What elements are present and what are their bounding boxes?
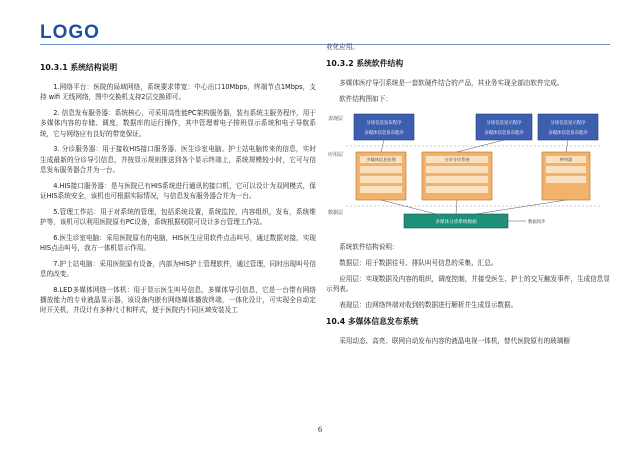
- svg-text:呼叫器: 呼叫器: [559, 157, 573, 163]
- application-box-1: [356, 152, 406, 200]
- software-structure-diagram: [326, 110, 606, 234]
- paragraph-doctor-pc: 6.医生诊室电脑：采用医院原有的电脑，HIS医生应用软件点击叫号，通过数据对接，实现HIS点击叫号，我方一体机显示作用。: [40, 233, 316, 252]
- svg-text:多媒体信息处理: 多媒体信息处理: [366, 157, 396, 163]
- svg-text:多媒体信息发布程序: 多媒体信息发布程序: [548, 131, 588, 137]
- data-sync-label: 数据同步: [528, 220, 546, 226]
- paragraph-presentation-layer: 表现层：由网络终端对收到的数据进行解析并生成显示数据。: [339, 300, 518, 309]
- section-title-10-3-1: 10.3.1 系统结构说明: [40, 63, 118, 72]
- svg-text:分诊分诊系统: 分诊分诊系统: [444, 157, 470, 163]
- paragraph-led-display: 8.LED多媒体网络一体机：用于显示医生叫号信息，多媒体导引信息，它是一台带有网络播放能力的专业液晶显示器，该设备内嵌有网络媒体播放终端，一体化设计，可实现全自动定时开关机，并设计有多种尺寸和样式，便于医院内不同区域安装及工: [40, 285, 316, 315]
- application-box-3: [542, 152, 590, 200]
- layer-label-presentation: 表现层: [328, 116, 344, 123]
- paragraph-info-server: 2. 信息发布服务器：系统核心，可采用高性能PC架构服务器，装有系统主服务程序，用于多媒体内容的存储、调度，数据库的运行操作，其中管理着电子排班显示系统和电子导航系统，它与网络应有良好的带宽保证。: [40, 109, 316, 138]
- layer-label-data: 数据层: [328, 210, 344, 217]
- paragraph-multimedia-intro: 采用动态、高亮、联网自动发布内容的液晶电视一体机，替代医院原有的玻璃橱: [339, 337, 570, 346]
- paragraph-software-intro: 多媒体医疗导引系统是一套软硬件结合的产品，其业务实现全部由软件完成。: [339, 79, 564, 88]
- paragraph-his-interface: 4.HIS接口服务器：是与医院已有HIS系统进行通讯的接口机，它可以设计为双网模式，保证HIS系统安全，该机也可根据实际情况，与信息发布服务器合并为一台。: [40, 181, 316, 200]
- logo: LOGO: [40, 22, 100, 43]
- svg-text:分诊信息显示程序: 分诊信息显示程序: [486, 121, 522, 127]
- presentation-box-1: [354, 114, 414, 140]
- section-title-10-4: 10.4 多媒体信息发布系统: [326, 317, 419, 327]
- paragraph-network-platform: 1.网络平台：医院的局域网络，系统要求带宽：中心出口10Mbps，终端节点1Mbps，支持 wifi 无线网络，图中交换机支持2层交换即可。: [40, 83, 316, 102]
- presentation-box-3: [538, 114, 598, 140]
- paragraph-nurse-pc: 7.护士站电脑：采用医院原有设备，内部为HIS护士管理软件，通过管理，同时出现叫号信息的改变。: [40, 259, 316, 278]
- paragraph-diagram-caption: 软件结构图如下：: [339, 95, 392, 104]
- application-box-2: [422, 152, 492, 200]
- svg-text:多媒体分诊系统数据: 多媒体分诊系统数据: [435, 220, 477, 226]
- svg-text:分诊信息发布程序: 分诊信息发布程序: [366, 121, 402, 127]
- paragraph-application-layer: 应用层：实现数据及内容的组织，调度控制，并接受医生、护士的交互触发事件，生成信息显示列表。: [326, 274, 610, 294]
- paragraph-structure-title: 系统软件结构说明：: [339, 243, 399, 252]
- section-title-10-3-2: 10.3.2 系统软件结构: [326, 59, 404, 69]
- left-column: [40, 52, 316, 321]
- paragraph-triage-server: 3. 分诊服务器：用于接收HIS接口服务器、医生诊室电脑、护士站电脑传来的信息，实时生成最新的分诊导引信息，并按显示规则推送到各个显示终端上，系统规模较小时，它可与信息发布服务器合并为一台。: [40, 145, 316, 174]
- paragraph-data-layer: 数据层：用于数据往号、排队叫号信息的采集、汇总。: [339, 259, 498, 268]
- svg-text:多媒体信息发布程序: 多媒体信息发布程序: [484, 131, 524, 137]
- continued-text: 业化应用。: [326, 43, 359, 51]
- paragraph-management-station: 5.管理工作站：用于对系统的管理，包括系统设置，系统监控，内容组织，发布，系统维护等，该机可以利用医院原有PC设备，系统根据权限可设计多台管理工作站。: [40, 207, 316, 226]
- presentation-box-2: [476, 114, 532, 140]
- right-column: [326, 42, 610, 352]
- data-box: [404, 214, 508, 228]
- page-number: 6: [318, 425, 322, 434]
- svg-text:分诊信息显示程序: 分诊信息显示程序: [550, 121, 586, 127]
- layer-label-application: 应用层: [328, 152, 344, 159]
- svg-text:多媒体信息发布程序: 多媒体信息发布程序: [364, 131, 404, 137]
